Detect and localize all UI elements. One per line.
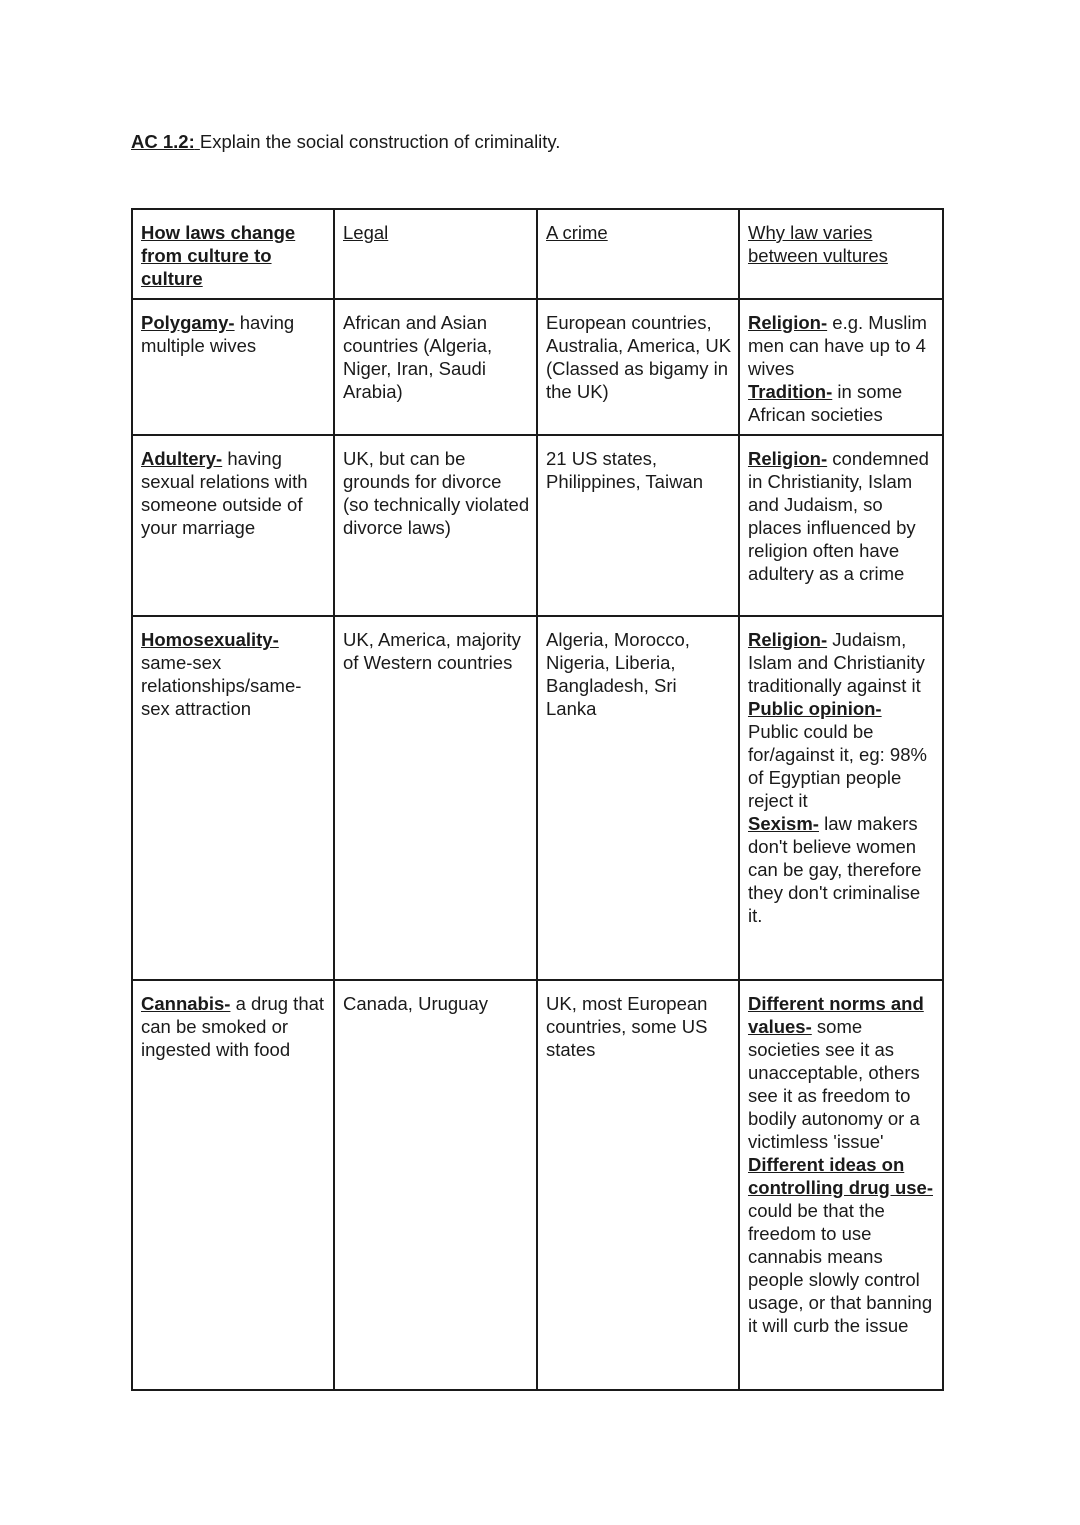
reason-text: in some African societies (748, 381, 903, 425)
topic-term: Adultery- (141, 448, 223, 469)
reason-text: e.g. Muslim men can have up to 4 wives (748, 312, 927, 379)
criminality-table (131, 208, 944, 1391)
header-cell (334, 209, 537, 299)
reason-item (748, 1153, 936, 1337)
topic-term: Cannabis- (141, 993, 231, 1014)
topic-cell (132, 616, 334, 980)
header-law-change: How laws change from culture to culture (141, 222, 296, 289)
header-legal: Legal (343, 222, 389, 243)
reasons-cell (739, 299, 943, 435)
reason-term: Sexism- (748, 813, 819, 834)
header-cell (537, 209, 739, 299)
topic-definition: same-sex relationships/same-sex attraction (141, 652, 302, 719)
header-cell (132, 209, 334, 299)
crime-cell: UK, most European countries, some US states (537, 980, 739, 1390)
legal-cell: Canada, Uruguay (334, 980, 537, 1390)
table-row (132, 299, 943, 435)
reason-term: Different ideas on controlling drug use- (748, 1154, 933, 1198)
legal-cell: African and Asian countries (Algeria, Niger, Iran, Saudi Arabia) (334, 299, 537, 435)
reason-text: Public could be for/against it, eg: 98% of Egyptian people reject it (748, 721, 927, 811)
topic-cell (132, 435, 334, 616)
reason-text: some societies see it as unacceptable, others see it as freedom to bodily autonomy or a victimless 'issue' (748, 1016, 920, 1152)
crime-cell: 21 US states, Philippines, Taiwan (537, 435, 739, 616)
header-row (132, 209, 943, 299)
header-crime: A crime (546, 222, 608, 243)
reason-text: Judaism, Islam and Christianity traditionally against it (748, 629, 925, 696)
reason-term: Religion- (748, 448, 828, 469)
reason-term: Religion- (748, 312, 828, 333)
reason-term: Religion- (748, 629, 828, 650)
criterion-text: Explain the social construction of criminality. (199, 131, 561, 152)
page-title (131, 131, 560, 153)
header-cell (739, 209, 943, 299)
reasons-cell (739, 980, 943, 1390)
reason-text: condemned in Christianity, Islam and Judaism, so places influenced by religion often have adultery as a crime (748, 448, 929, 584)
reason-text: law makers don't believe women can be gay, therefore they don't criminalise it. (748, 813, 922, 926)
reason-term: Tradition- (748, 381, 833, 402)
table-row (132, 435, 943, 616)
reason-item (748, 447, 936, 585)
crime-cell: Algeria, Morocco, Nigeria, Liberia, Bangladesh, Sri Lanka (537, 616, 739, 980)
reason-item (748, 697, 936, 812)
topic-cell (132, 980, 334, 1390)
criterion-code: AC 1.2: (131, 131, 195, 152)
reason-item (748, 628, 936, 697)
reason-term: Different norms and values- (748, 993, 924, 1037)
topic-definition: having sexual relations with someone outside of your marriage (141, 448, 308, 538)
reasons-cell (739, 616, 943, 980)
topic-definition: having multiple wives (141, 312, 295, 356)
topic-term: Homosexuality- (141, 629, 279, 650)
header-why-varies: Why law varies between vultures (748, 222, 888, 266)
legal-cell: UK, but can be grounds for divorce (so technically violated divorce laws) (334, 435, 537, 616)
topic-cell (132, 299, 334, 435)
reason-item (748, 380, 936, 426)
legal-cell: UK, America, majority of Western countries (334, 616, 537, 980)
reasons-cell (739, 435, 943, 616)
crime-cell: European countries, Australia, America, UK (Classed as bigamy in the UK) (537, 299, 739, 435)
reason-term: Public opinion- (748, 698, 882, 719)
table-row (132, 980, 943, 1390)
reason-item (748, 812, 936, 927)
table-row (132, 616, 943, 980)
topic-term: Polygamy- (141, 312, 235, 333)
reason-item (748, 311, 936, 380)
topic-definition: a drug that can be smoked or ingested with food (141, 993, 325, 1060)
reason-item (748, 992, 936, 1153)
reason-text: could be that the freedom to use cannabis means people slowly control usage, or that banning it will curb the issue (748, 1200, 933, 1336)
